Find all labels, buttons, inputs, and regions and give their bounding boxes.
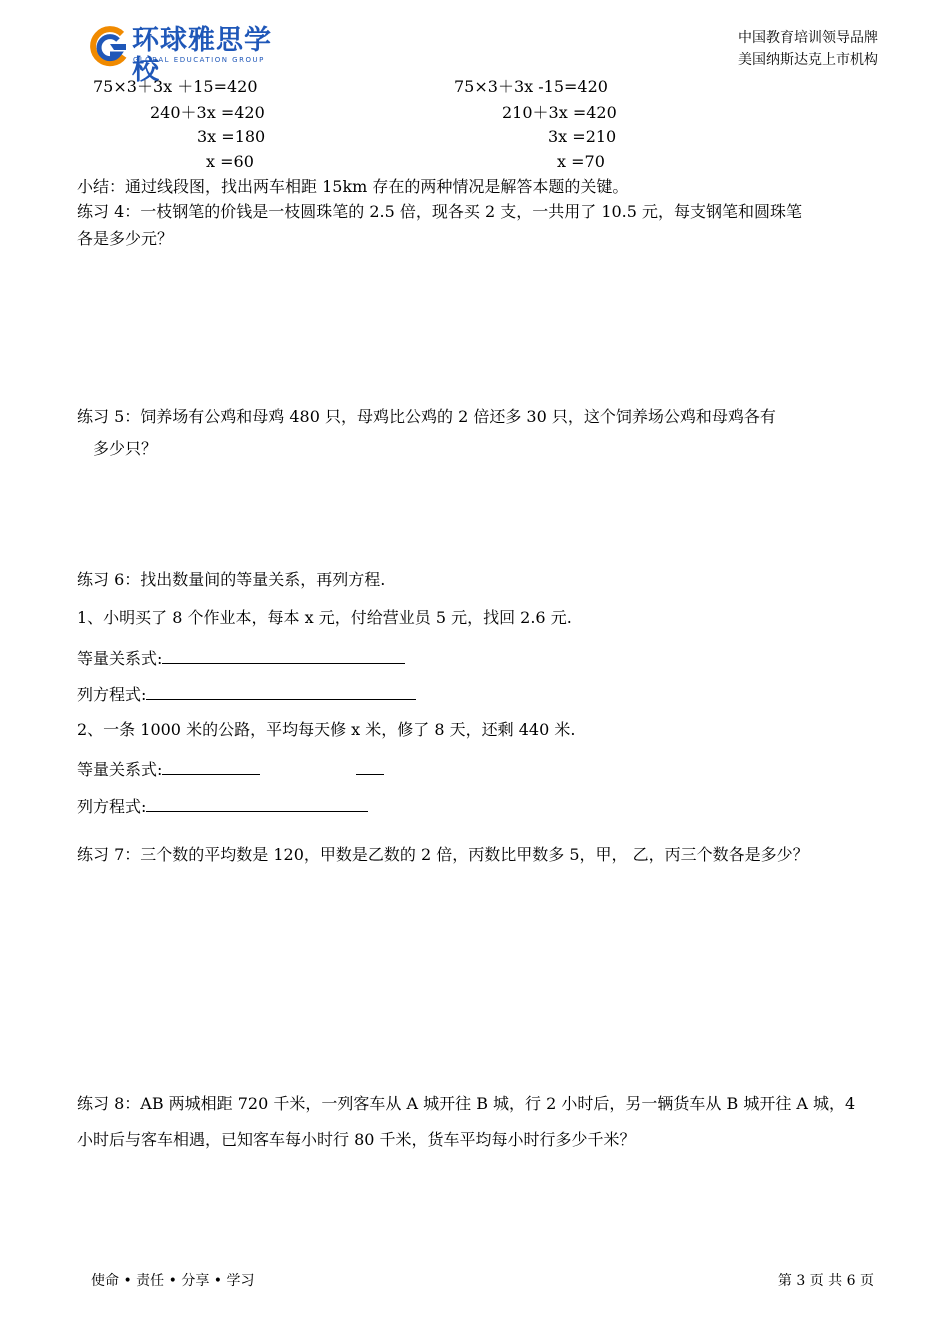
equation-label-2: 列方程式: xyxy=(77,797,147,816)
summary-text: 小结：通过线段图，找出两车相距 15km 存在的两种情况是解答本题的关键。 xyxy=(77,177,629,196)
relation-row-2 xyxy=(77,758,384,780)
exercise-7-text: 练习 7：三个数的平均数是 120，甲数是乙数的 2 倍，丙数比甲数多 5，甲， 乙，丙三个数各是多少？ xyxy=(77,845,809,864)
exercise-6-question-1: 1、小明买了 8 个作业本，每本 x 元，付给营业员 5 元，找回 2.6 元. xyxy=(77,608,572,627)
equation-blank-1[interactable] xyxy=(146,683,416,700)
equation-left-1: 75×3＋3x ＋15=420 xyxy=(93,77,258,96)
equation-left-4: x =60 xyxy=(206,152,254,171)
exercise-5-line-2: 多少只？ xyxy=(93,439,158,458)
logo-subtitle: GLOBAL EDUCATION GROUP xyxy=(133,56,265,64)
equation-label-1: 列方程式: xyxy=(77,685,147,704)
exercise-6-title: 练习 6：找出数量间的等量关系，再列方程. xyxy=(77,570,386,589)
relation-blank-1[interactable] xyxy=(162,647,405,664)
footer-page-info: 第 3 页 共 6 页 xyxy=(777,1273,874,1289)
equation-left-2: 240＋3x =420 xyxy=(150,103,265,122)
school-logo xyxy=(88,24,290,86)
relation-row-1 xyxy=(77,647,405,669)
relation-label-2: 等量关系式: xyxy=(77,760,163,779)
relation-label-1: 等量关系式: xyxy=(77,649,163,668)
logo-title: 环球雅思学校 xyxy=(132,25,272,86)
relation-blank-2a[interactable] xyxy=(162,758,260,775)
logo-mark-icon xyxy=(88,26,132,70)
header-tagline-1: 中国教育培训领导品牌 xyxy=(738,30,878,46)
equation-right-4: x =70 xyxy=(557,152,605,171)
equation-row-2 xyxy=(77,795,368,817)
equation-left-3: 3x =180 xyxy=(197,127,266,146)
exercise-5-line-1: 练习 5：饲养场有公鸡和母鸡 480 只，母鸡比公鸡的 2 倍还多 30 只，这个饲养场公鸡和母鸡各有 xyxy=(77,407,776,426)
equation-right-1: 75×3＋3x -15=420 xyxy=(454,77,608,96)
header-tagline-2: 美国纳斯达克上市机构 xyxy=(738,52,878,68)
relation-blank-2b[interactable] xyxy=(356,758,384,775)
exercise-4-line-2: 各是多少元？ xyxy=(77,229,174,248)
equation-blank-2[interactable] xyxy=(146,795,368,812)
exercise-6-question-2: 2、一条 1000 米的公路，平均每天修 x 米，修了 8 天，还剩 440 米. xyxy=(77,720,576,739)
exercise-8-line-1: 练习 8：AB 两城相距 720 千米，一列客车从 A 城开往 B 城，行 2 小时后，另一辆货车从 B 城开往 A 城，4 xyxy=(77,1094,856,1113)
footer-motto: 使命 • 责任 • 分享 • 学习 xyxy=(91,1273,255,1289)
exercise-4-line-1: 练习 4：一枝钢笔的价钱是一枝圆珠笔的 2.5 倍，现各买 2 支，一共用了 10.5 元，每支钢笔和圆珠笔 xyxy=(77,202,803,221)
equation-right-2: 210＋3x =420 xyxy=(502,103,617,122)
equation-right-3: 3x =210 xyxy=(548,127,617,146)
equation-row-1 xyxy=(77,683,416,705)
exercise-8-line-2: 小时后与客车相遇，已知客车每小时行 80 千米，货车平均每小时行多少千米？ xyxy=(77,1130,636,1149)
